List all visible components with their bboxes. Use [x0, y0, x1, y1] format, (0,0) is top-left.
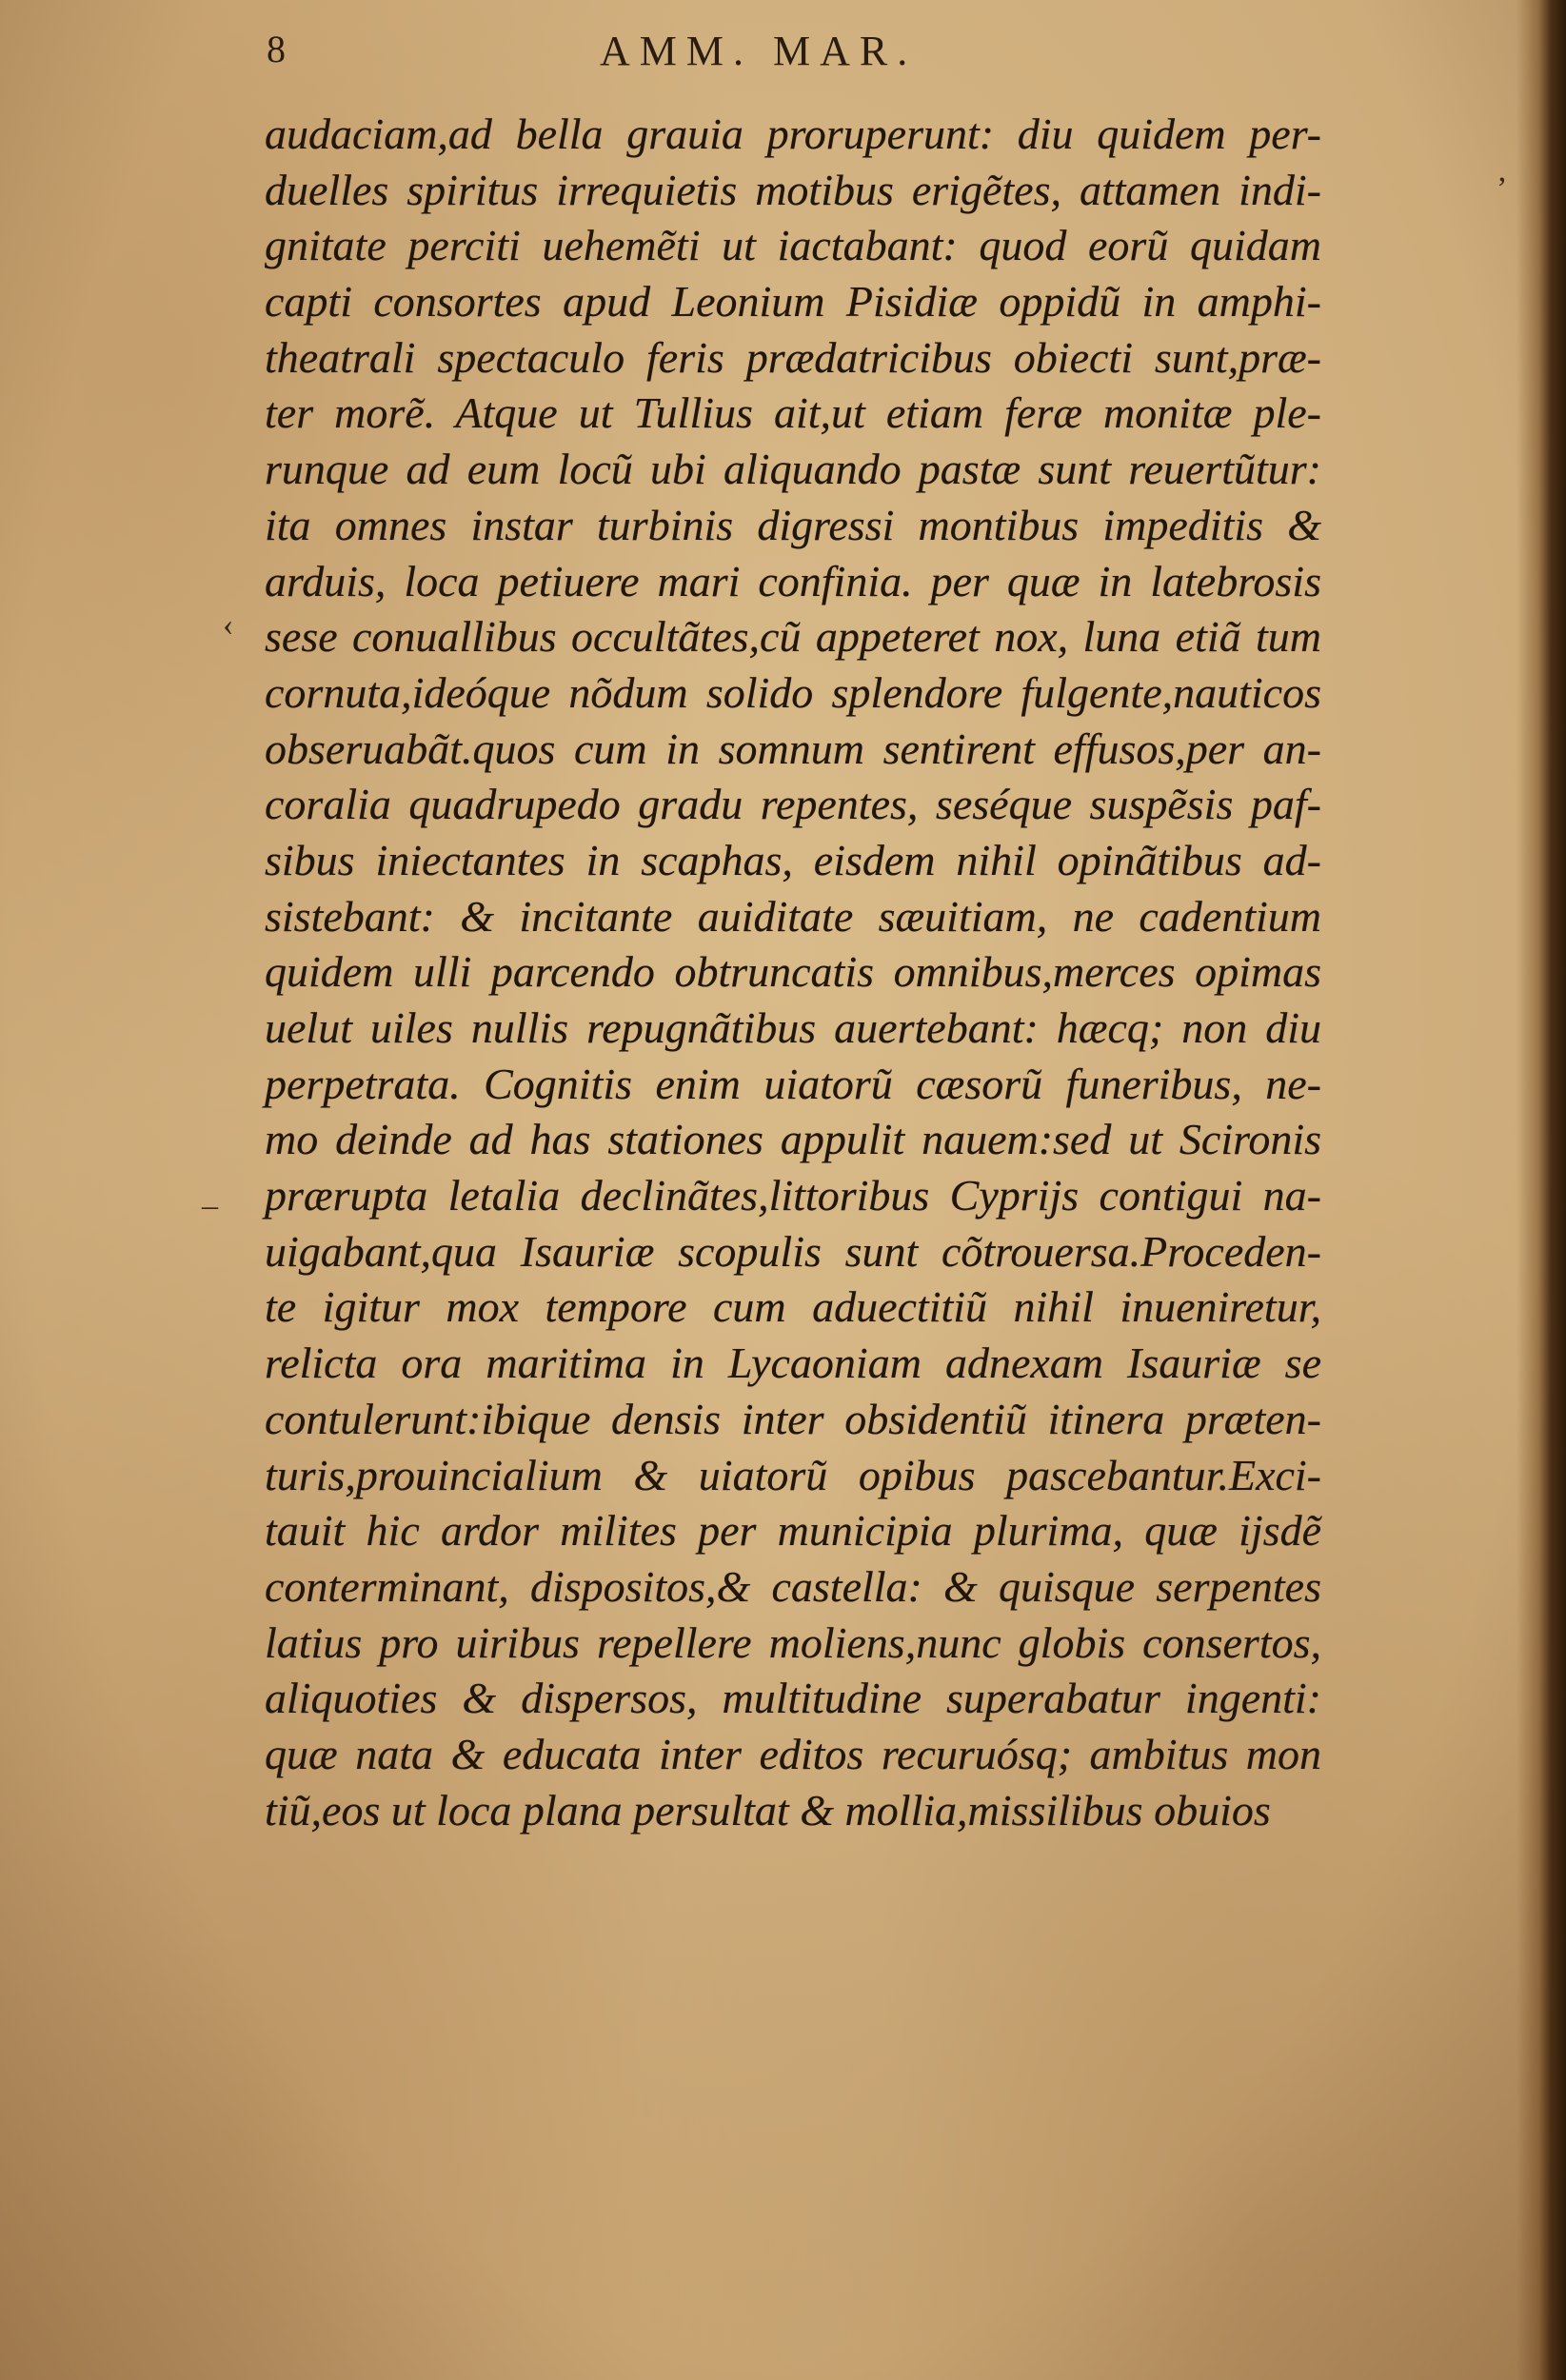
- text-line: sibus iniectantes in scaphas, eisdem nihil opinãtibus ad-: [265, 835, 1321, 884]
- text-line: mo deinde ad has stationes appulit nauem:sed ut Scironis: [265, 1115, 1321, 1164]
- text-line: duelles spiritus irrequietis motibus erigẽtes, attamen indi-: [265, 165, 1321, 214]
- margin-dash-icon: –: [202, 1188, 218, 1223]
- text-line: ita omnes instar turbinis digressi montibus impeditis &: [265, 500, 1321, 549]
- running-head: [0, 25, 1566, 82]
- text-line: cornuta,ideóque nõdum solido splendore fulgente,nauticos: [265, 667, 1321, 717]
- text-line: theatrali spectaculo feris prædatricibus obiecti sunt,præ-: [265, 332, 1321, 382]
- text-line: ter morẽ. Atque ut Tullius ait,ut etiam feræ monitæ ple-: [265, 388, 1321, 438]
- text-line: relicta ora maritima in Lycaoniam adnexam Isauriæ se: [265, 1339, 1321, 1388]
- margin-mark-icon: ‹: [223, 607, 234, 643]
- text-line: latius pro uiribus repellere moliens,nunc globis consertos,: [265, 1617, 1321, 1667]
- text-line: quæ nata & educata inter editos recuruósq; ambitus mon: [265, 1729, 1321, 1778]
- running-title: AMM. MAR.: [600, 28, 918, 74]
- text-line: uigabant,qua Isauriæ scopulis sunt cõtrouersa.Proceden-: [265, 1226, 1321, 1276]
- text-line: runque ad eum locũ ubi aliquando pastæ sunt reuertũtur:: [265, 445, 1321, 494]
- text-line: prærupta letalia declinãtes,littoribus Cyprijs contigui na-: [265, 1171, 1321, 1220]
- text-line: te igitur mox tempore cum aduectitiũ nihil inueniretur,: [265, 1282, 1321, 1332]
- text-line: sistebant: & incitante auiditate sæuitiam, ne cadentium: [265, 891, 1321, 941]
- text-line: conterminant, dispositos,& castella: & quisque serpentes: [265, 1561, 1321, 1611]
- text-line: coralia quadrupedo gradu repentes, seséque suspẽsis paf-: [265, 780, 1321, 829]
- text-line: arduis, loca petiuere mari confinia. per quæ in latebrosis: [265, 556, 1321, 605]
- text-line: audaciam,ad bella grauia proruperunt: diu quidem per-: [265, 109, 1321, 158]
- text-line: capti consortes apud Leonium Pisidiæ oppidũ in amphi-: [265, 277, 1321, 327]
- text-line: quidem ulli parcendo obtruncatis omnibus,merces opimas: [265, 947, 1321, 997]
- body-text: [265, 107, 1321, 1838]
- margin-tick-icon: ʼ: [1497, 171, 1508, 207]
- text-line: tauit hic ardor milites per municipia plurima, quæ ijsdẽ: [265, 1506, 1321, 1556]
- text-line: sese conuallibus occultãtes,cũ appeteret nox, luna etiã tum: [265, 612, 1321, 662]
- text-line: tiũ,eos ut loca plana persultat & mollia,missilibus obuios: [265, 1785, 1271, 1835]
- text-line: obseruabãt.quos cum in somnum sentirent effusos,per an-: [265, 724, 1321, 773]
- text-line: uelut uiles nullis repugnãtibus auertebant: hæcq; non diu: [265, 1003, 1321, 1052]
- text-line: gnitate perciti uehemẽti ut iactabant: quod eorũ quidam: [265, 221, 1321, 270]
- page-number: 8: [267, 28, 287, 70]
- text-line: turis,prouincialium & uiatorũ opibus pascebantur.Exci-: [265, 1450, 1321, 1499]
- text-line: contulerunt:ibique densis inter obsidentiũ itinera præten-: [265, 1394, 1321, 1443]
- book-spine-shadow: [1516, 0, 1566, 2380]
- text-line: aliquoties & dispersos, multitudine superabatur ingenti:: [265, 1674, 1321, 1723]
- text-line: perpetrata. Cognitis enim uiatorũ cæsorũ funeribus, ne-: [265, 1059, 1321, 1108]
